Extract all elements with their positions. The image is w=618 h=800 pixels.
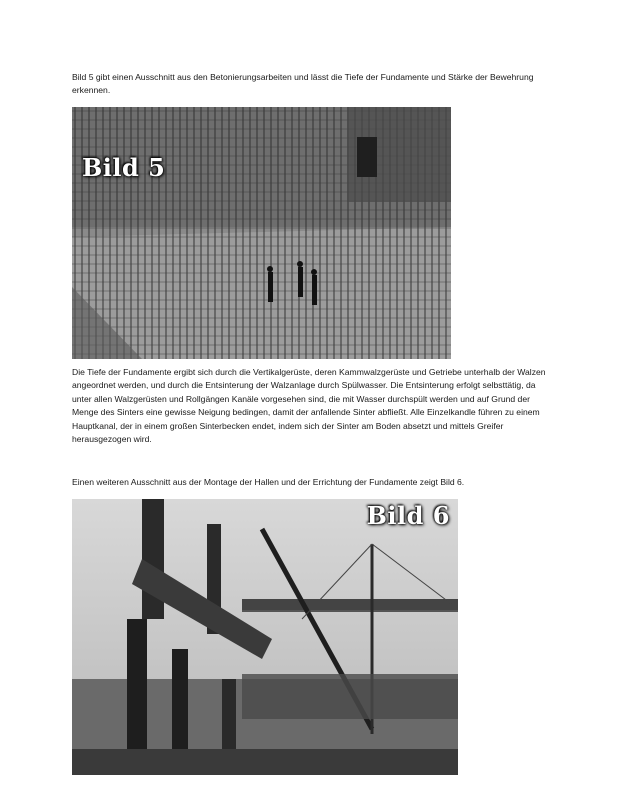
bild-5-caption: Bild 5	[82, 153, 166, 182]
hall-construction-photo	[72, 499, 458, 775]
bild-6-caption: Bild 6	[366, 501, 450, 530]
body-paragraph: Die Tiefe der Fundamente ergibt sich durch die Vertikalgerüste, deren Kammwalzgerüste und Getriebe unterhalb der Walzen angeordnet werden, und durch die Entsinterung der Walzanlage durch Spülwasser. Die Entsinterung erfolgt selbsttätig, da unter allen Walzgerüsten und Rollgängen Kanäle vorgesehen sind, die mit Wasser durchspült werden und auf Grund der Menge des Sinters eine gewisse Neigung bedingen, damit der anfallende Sinter abfließt. Alle Einzelkandle führen zu einem Hauptkanal, der in einem großen Sinterbecken endet, indem sich der Sinter am Boden absetzt und mittels Greifer herausgezogen wird.	[72, 367, 546, 445]
photo-bild-5	[72, 107, 451, 359]
rebar-foundation-photo	[72, 107, 451, 359]
photo-bild-6	[72, 499, 458, 775]
intro-paragraph: Bild 5 gibt einen Ausschnitt aus den Betonierungsarbeiten und lässt die Tiefe der Fundamente und Stärke der Bewehrung erkennen.	[72, 72, 534, 96]
outro-paragraph: Einen weiteren Ausschnitt aus der Montage der Hallen und der Errichtung der Fundamente zeigt Bild 6.	[72, 477, 465, 487]
